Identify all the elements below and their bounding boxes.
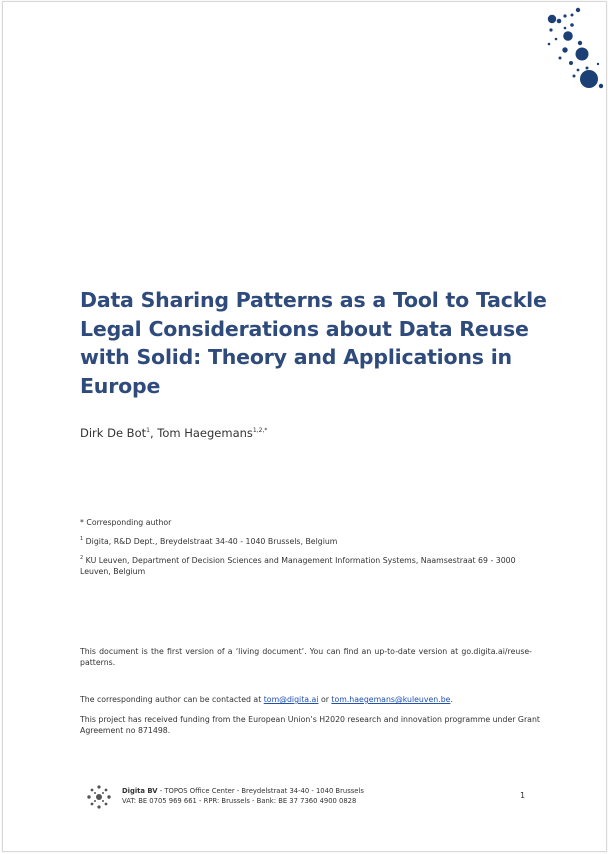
footer-company-name: Digita BV [122,787,158,795]
author-affiliation-marker: 1,2,* [252,427,268,434]
contact-prefix: The corresponding author can be contacted at [80,695,264,704]
affiliation [80,534,337,547]
author-name: Tom Haegemans [157,426,253,440]
document-title: Data Sharing Patterns as a Tool to Tackle Legal Considerations about Data Reuse with Solid: Theory and Applications in Europe [80,288,547,398]
affiliation-marker: 1 [80,536,84,542]
affiliation [80,553,535,577]
document-page [2,1,607,852]
author-list: Dirk De Bot$^1$, Tom Haegemans$^{1,2,*}$ [80,426,268,440]
footer-registration: VAT: BE 0705 969 661 - RPR: Brussels - Bank: BE 37 7360 4900 0828 [122,796,357,805]
affiliation-text: KU Leuven, Department of Decision Sciences and Management Information Systems, Naamsestraat 69 - 3000 Leuven, Belgium [80,556,516,576]
dots-cluster-logo-icon [543,6,607,92]
corresponding-author-note: * Corresponding author [80,518,172,527]
funding-statement: This project has received funding from the European Union’s H2020 research and innovation programme under Grant Agreement no 871498. [80,715,540,735]
footer-company-info [122,787,364,806]
affiliation-text: Digita, R&D Dept., Breydelstraat 34-40 - 1040 Brussels, Belgium [85,537,338,546]
page-number: 1 [520,791,526,800]
email-link-primary[interactable]: tom@digita.ai [263,695,319,704]
contact-joiner: or [318,695,332,704]
author-affiliation-marker: 1 [146,427,150,434]
affiliation-marker: 2 [80,555,84,561]
footer-address: - TOPOS Office Center - Breydelstraat 34-40 - 1040 Brussels [157,787,364,795]
email-link-secondary[interactable]: tom.haegemans@kuleuven.be [331,695,451,704]
digita-circle-logo-icon [86,784,112,810]
living-document-note: This document is the first version of a ‘living document’. You can find an up-to-date version at go.digita.ai/reuse-patterns. [80,647,532,667]
author-name: Dirk De Bot [80,426,147,440]
contact-line [80,694,453,705]
contact-suffix: . [450,695,453,704]
